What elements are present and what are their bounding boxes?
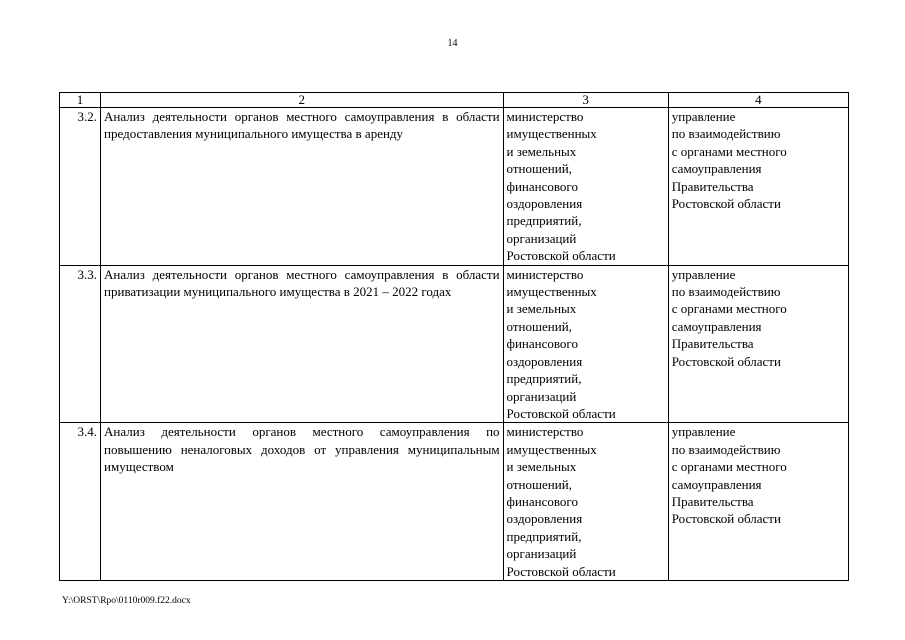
executor-line: и земельных [506, 143, 577, 159]
executor-line: предприятий, [506, 528, 582, 544]
coexecutor-line: управление [671, 266, 736, 282]
coexecutor-line: с органами местного [671, 301, 787, 317]
coexecutor-line: Правительства [671, 493, 754, 509]
table-body [60, 108, 849, 581]
executor-line: Ростовской области [506, 563, 616, 579]
plan-table [59, 92, 849, 581]
coexecutor-line: по взаимодействию [671, 441, 781, 457]
coexecutor-line: с органами местного [671, 143, 787, 159]
item-number: 3.3. [60, 265, 101, 423]
executor-cell [503, 108, 668, 266]
coexecutor-line: по взаимодействию [671, 126, 781, 142]
item-number: 3.4. [60, 423, 101, 581]
column-header-2: 2 [101, 93, 504, 108]
executor-line: оздоровления [506, 353, 583, 369]
executor-line: финансового [506, 493, 578, 509]
coexecutor-line: Ростовской области [671, 353, 781, 369]
coexecutor-line: управление [671, 424, 736, 440]
executor-line: организаций [506, 388, 577, 404]
coexecutor-line: по взаимодействию [671, 284, 781, 300]
coexecutor-line: самоуправления [671, 476, 762, 492]
executor-line: организаций [506, 546, 577, 562]
executor-line: отношений, [506, 318, 572, 334]
executor-line: и земельных [506, 459, 577, 475]
executor-line: оздоровления [506, 196, 583, 212]
coexecutor-line: Правительства [671, 336, 754, 352]
table-header-row [60, 93, 849, 108]
executor-line: имущественных [506, 126, 597, 142]
executor-line: финансового [506, 336, 578, 352]
coexecutor-line: с органами местного [671, 459, 787, 475]
table-row [60, 108, 849, 266]
executor-line: министерство [506, 266, 584, 282]
coexecutor-line: Ростовской области [671, 196, 781, 212]
footer-file-path: Y:\ORST\Rpo\0110r009.f22.docx [62, 596, 191, 606]
coexecutor-line: самоуправления [671, 318, 762, 334]
column-header-4: 4 [668, 93, 848, 108]
coexecutor-cell [668, 265, 848, 423]
executor-line: и земельных [506, 301, 577, 317]
item-description: Анализ деятельности органов местного самоуправления в области приватизации муниципального имущества в 2021 – 2022 годах [101, 265, 504, 423]
coexecutor-line: управление [671, 109, 736, 124]
executor-line: Ростовской области [506, 248, 616, 264]
table-row [60, 265, 849, 423]
coexecutor-line: Правительства [671, 178, 754, 194]
executor-line: имущественных [506, 441, 597, 457]
executor-line: министерство [506, 109, 584, 124]
executor-line: Ростовской области [506, 405, 616, 421]
column-header-1: 1 [60, 93, 101, 108]
executor-line: организаций [506, 230, 577, 246]
coexecutor-cell [668, 423, 848, 581]
executor-cell [503, 423, 668, 581]
item-description: Анализ деятельности органов местного самоуправления в области предоставления муниципального имущества в аренду [101, 108, 504, 266]
executor-line: предприятий, [506, 213, 582, 229]
column-header-3: 3 [503, 93, 668, 108]
coexecutor-line: Ростовской области [671, 511, 781, 527]
item-description: Анализ деятельности органов местного самоуправления по повышению неналоговых доходов от управления муниципальным имуществом [101, 423, 504, 581]
table-row [60, 423, 849, 581]
executor-line: предприятий, [506, 371, 582, 387]
executor-line: отношений, [506, 476, 572, 492]
coexecutor-cell [668, 108, 848, 266]
executor-line: министерство [506, 424, 584, 440]
page-number: 14 [447, 38, 458, 49]
executor-line: финансового [506, 178, 578, 194]
item-number: 3.2. [60, 108, 101, 266]
executor-cell [503, 265, 668, 423]
coexecutor-line: самоуправления [671, 161, 762, 177]
executor-line: оздоровления [506, 511, 583, 527]
executor-line: отношений, [506, 161, 572, 177]
executor-line: имущественных [506, 284, 597, 300]
